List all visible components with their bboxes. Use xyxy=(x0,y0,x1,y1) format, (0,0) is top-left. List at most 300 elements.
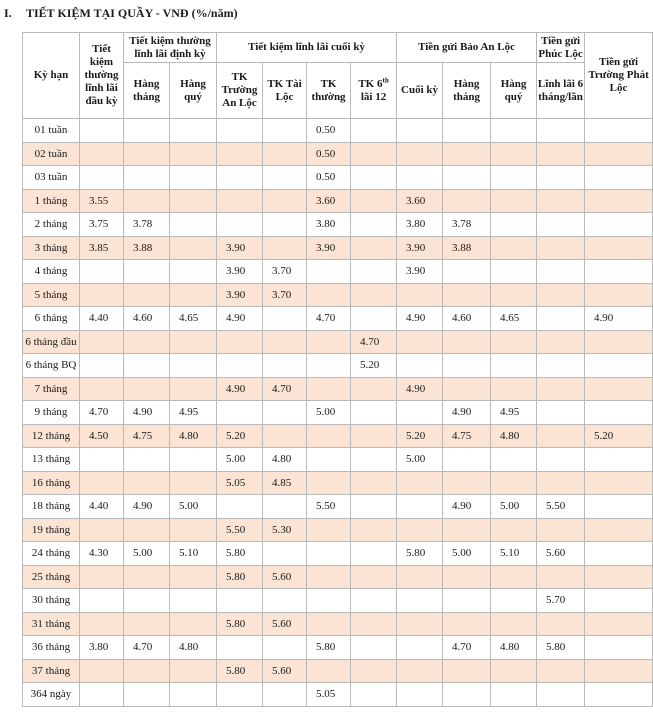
rate-cell: 4.75 xyxy=(124,424,170,448)
rate-cell xyxy=(170,330,217,354)
rate-cell xyxy=(351,659,397,683)
rate-cell xyxy=(397,354,443,378)
rate-cell xyxy=(80,683,124,707)
rate-cell xyxy=(263,589,307,613)
term-cell: 12 tháng xyxy=(23,424,80,448)
rate-cell xyxy=(397,518,443,542)
section-title: TIẾT KIỆM TẠI QUẦY - VNĐ (%/năm) xyxy=(26,6,238,20)
term-cell: 6 tháng xyxy=(23,307,80,331)
rate-cell xyxy=(585,448,653,472)
rate-cell xyxy=(124,354,170,378)
rate-cell xyxy=(491,283,537,307)
rate-cell xyxy=(351,612,397,636)
rate-cell xyxy=(397,142,443,166)
rate-cell xyxy=(80,589,124,613)
rate-cell xyxy=(585,518,653,542)
rate-cell xyxy=(537,659,585,683)
rate-cell xyxy=(80,142,124,166)
rate-cell xyxy=(263,189,307,213)
rate-cell xyxy=(170,213,217,237)
rate-cell: 4.70 xyxy=(80,401,124,425)
rate-cell: 4.70 xyxy=(124,636,170,660)
rate-cell xyxy=(124,330,170,354)
rate-cell xyxy=(443,471,491,495)
rate-cell: 5.20 xyxy=(217,424,263,448)
table-row xyxy=(23,542,653,566)
rate-cell xyxy=(217,119,263,143)
rate-cell: 5.00 xyxy=(217,448,263,472)
rate-cell: 4.85 xyxy=(263,471,307,495)
rate-cell xyxy=(443,565,491,589)
rate-cell xyxy=(170,236,217,260)
rate-cell xyxy=(537,189,585,213)
rate-cell: 5.70 xyxy=(537,589,585,613)
rate-cell: 3.60 xyxy=(307,189,351,213)
rate-cell: 5.00 xyxy=(491,495,537,519)
rate-cell: 3.80 xyxy=(397,213,443,237)
rate-cell xyxy=(585,471,653,495)
rate-cell: 5.80 xyxy=(307,636,351,660)
rate-cell: 5.10 xyxy=(491,542,537,566)
rate-cell: 5.30 xyxy=(263,518,307,542)
rate-cell: 5.00 xyxy=(443,542,491,566)
rate-cell: 5.00 xyxy=(397,448,443,472)
rate-cell: 4.95 xyxy=(491,401,537,425)
rate-cell xyxy=(397,636,443,660)
rate-cell xyxy=(217,683,263,707)
rate-cell: 0.50 xyxy=(307,142,351,166)
rate-cell: 5.00 xyxy=(307,401,351,425)
rate-cell: 3.70 xyxy=(263,260,307,284)
rate-cell xyxy=(443,612,491,636)
rate-cell xyxy=(170,683,217,707)
table-row xyxy=(23,166,653,190)
rate-cell xyxy=(443,448,491,472)
table-row xyxy=(23,330,653,354)
rate-cell: 5.20 xyxy=(397,424,443,448)
table-row xyxy=(23,424,653,448)
header-tiet-kiem-linh-lai-dinh-ky: Tiết kiệm thường lĩnh lãi định kỳ xyxy=(124,33,217,63)
rate-cell xyxy=(537,166,585,190)
table-row xyxy=(23,119,653,143)
rate-cell: 3.75 xyxy=(80,213,124,237)
rate-cell: 4.90 xyxy=(443,401,491,425)
rate-cell xyxy=(351,589,397,613)
rate-cell: 5.05 xyxy=(217,471,263,495)
rate-cell xyxy=(217,636,263,660)
rate-cell: 5.60 xyxy=(263,659,307,683)
tk6-rest-text: lãi 12 xyxy=(360,90,387,103)
rate-cell xyxy=(491,448,537,472)
rate-cell: 5.60 xyxy=(263,612,307,636)
rate-cell xyxy=(351,377,397,401)
rate-cell xyxy=(537,283,585,307)
rate-cell: 4.60 xyxy=(443,307,491,331)
rate-cell: 3.78 xyxy=(443,213,491,237)
rate-cell xyxy=(397,330,443,354)
rate-cell xyxy=(491,354,537,378)
rate-cell: 3.90 xyxy=(217,260,263,284)
rate-cell xyxy=(585,636,653,660)
rate-cell xyxy=(124,589,170,613)
rate-cell xyxy=(263,142,307,166)
rate-cell xyxy=(217,213,263,237)
rate-cell xyxy=(351,307,397,331)
header-tien-gui-bao-an-loc: Tiền gửi Bảo An Lộc xyxy=(397,33,537,63)
rate-cell xyxy=(397,612,443,636)
rate-cell xyxy=(397,283,443,307)
rate-cell: 5.80 xyxy=(217,659,263,683)
rate-cell xyxy=(124,518,170,542)
rate-cell xyxy=(80,260,124,284)
table-row xyxy=(23,565,653,589)
rate-cell xyxy=(170,189,217,213)
rate-cell xyxy=(537,612,585,636)
rate-cell xyxy=(537,518,585,542)
rate-cell: 5.80 xyxy=(217,542,263,566)
rate-cell: 4.90 xyxy=(217,307,263,331)
rate-cell: 5.20 xyxy=(585,424,653,448)
term-cell: 30 tháng xyxy=(23,589,80,613)
term-cell: 02 tuần xyxy=(23,142,80,166)
rate-cell xyxy=(443,330,491,354)
rate-cell: 3.55 xyxy=(80,189,124,213)
rate-cell xyxy=(307,612,351,636)
rate-cell xyxy=(351,542,397,566)
subheader-hang-quy-bao-an-loc: Hàng quý xyxy=(491,63,537,119)
rate-cell: 3.78 xyxy=(124,213,170,237)
rate-cell xyxy=(351,213,397,237)
rate-cell xyxy=(443,142,491,166)
table-row xyxy=(23,307,653,331)
rate-cell xyxy=(307,565,351,589)
rate-cell xyxy=(585,542,653,566)
rate-cell xyxy=(263,330,307,354)
rate-cell: 4.70 xyxy=(443,636,491,660)
table-row xyxy=(23,659,653,683)
rate-cell xyxy=(397,471,443,495)
term-cell: 6 tháng đầu xyxy=(23,330,80,354)
rate-cell: 4.90 xyxy=(397,307,443,331)
rate-cell: 4.80 xyxy=(170,424,217,448)
rate-cell xyxy=(263,166,307,190)
rate-cell xyxy=(170,565,217,589)
table-row xyxy=(23,448,653,472)
rate-cell: 5.60 xyxy=(263,565,307,589)
rate-cell xyxy=(307,448,351,472)
rate-cell xyxy=(585,189,653,213)
rate-cell: 5.05 xyxy=(307,683,351,707)
rate-cell xyxy=(491,683,537,707)
rate-cell: 3.70 xyxy=(263,283,307,307)
header-tien-gui-phuc-loc: Tiền gửi Phúc Lộc xyxy=(537,33,585,63)
table-row xyxy=(23,283,653,307)
term-cell: 3 tháng xyxy=(23,236,80,260)
rate-cell xyxy=(263,636,307,660)
rate-cell: 5.80 xyxy=(217,612,263,636)
rate-cell xyxy=(307,424,351,448)
rate-cell xyxy=(124,189,170,213)
term-cell: 5 tháng xyxy=(23,283,80,307)
table-row xyxy=(23,471,653,495)
rate-cell xyxy=(491,565,537,589)
rate-cell xyxy=(170,659,217,683)
term-cell: 25 tháng xyxy=(23,565,80,589)
term-cell: 364 ngày xyxy=(23,683,80,707)
subheader-linh-lai-6-thang: Lĩnh lãi 6 tháng/lần xyxy=(537,63,585,119)
header-ky-han: Kỳ hạn xyxy=(23,33,80,119)
rate-cell xyxy=(170,448,217,472)
rate-cell xyxy=(537,119,585,143)
rate-cell xyxy=(217,495,263,519)
section-number: I. xyxy=(4,6,12,20)
rate-cell xyxy=(351,401,397,425)
rate-cell xyxy=(124,612,170,636)
savings-rate-table xyxy=(22,32,653,707)
rate-cell xyxy=(307,471,351,495)
rate-cell xyxy=(307,659,351,683)
rate-cell xyxy=(491,189,537,213)
rate-cell xyxy=(80,377,124,401)
rate-cell xyxy=(263,307,307,331)
rate-cell xyxy=(263,542,307,566)
rate-cell xyxy=(397,589,443,613)
table-row xyxy=(23,236,653,260)
rate-cell xyxy=(80,166,124,190)
rate-cell xyxy=(491,471,537,495)
rate-cell xyxy=(585,683,653,707)
rate-cell xyxy=(351,189,397,213)
rate-cell: 4.50 xyxy=(80,424,124,448)
rate-cell: 4.75 xyxy=(443,424,491,448)
rate-cell xyxy=(443,354,491,378)
rate-cell: 3.60 xyxy=(397,189,443,213)
rate-cell: 3.88 xyxy=(443,236,491,260)
rate-cell xyxy=(351,236,397,260)
rate-cell xyxy=(491,612,537,636)
rate-cell xyxy=(397,659,443,683)
rate-cell xyxy=(585,401,653,425)
rate-cell xyxy=(307,518,351,542)
rate-cell: 5.00 xyxy=(170,495,217,519)
subheader-hang-thang: Hàng tháng xyxy=(124,63,170,119)
rate-cell xyxy=(351,683,397,707)
rate-cell xyxy=(537,565,585,589)
rate-cell xyxy=(537,683,585,707)
term-cell: 4 tháng xyxy=(23,260,80,284)
rate-cell xyxy=(124,377,170,401)
rate-cell: 5.00 xyxy=(124,542,170,566)
rate-cell xyxy=(80,283,124,307)
rate-cell xyxy=(491,213,537,237)
rate-cell xyxy=(585,354,653,378)
rate-cell xyxy=(217,166,263,190)
rate-cell xyxy=(443,189,491,213)
rate-cell xyxy=(307,354,351,378)
rate-cell xyxy=(217,189,263,213)
rate-cell xyxy=(351,636,397,660)
term-cell: 1 tháng xyxy=(23,189,80,213)
rate-cell xyxy=(443,166,491,190)
term-cell: 01 tuần xyxy=(23,119,80,143)
rate-cell xyxy=(537,354,585,378)
subheader-hang-thang-bao-an-loc: Hàng tháng xyxy=(443,63,491,119)
rate-cell xyxy=(585,495,653,519)
term-cell: 2 tháng xyxy=(23,213,80,237)
rate-cell: 4.70 xyxy=(263,377,307,401)
rate-rows xyxy=(23,119,653,707)
rate-cell xyxy=(351,471,397,495)
rate-cell: 3.90 xyxy=(397,260,443,284)
rate-cell xyxy=(585,659,653,683)
rate-cell xyxy=(491,330,537,354)
rate-cell xyxy=(351,260,397,284)
table-row xyxy=(23,142,653,166)
rate-cell xyxy=(263,354,307,378)
rate-cell xyxy=(351,448,397,472)
rate-cell xyxy=(170,142,217,166)
rate-cell: 4.70 xyxy=(351,330,397,354)
header-tiet-kiem-linh-lai-dau-ky: Tiết kiệm thường lĩnh lãi đầu kỳ xyxy=(80,33,124,119)
rate-cell xyxy=(124,565,170,589)
rate-cell xyxy=(80,330,124,354)
rate-cell xyxy=(585,260,653,284)
table-row xyxy=(23,636,653,660)
rate-cell xyxy=(307,330,351,354)
rate-cell xyxy=(170,589,217,613)
rate-cell: 3.80 xyxy=(80,636,124,660)
subheader-cuoi-ky: Cuối kỳ xyxy=(397,63,443,119)
rate-cell: 4.40 xyxy=(80,307,124,331)
term-cell: 31 tháng xyxy=(23,612,80,636)
rate-cell xyxy=(537,142,585,166)
rate-cell xyxy=(537,330,585,354)
rate-cell xyxy=(124,683,170,707)
table-row xyxy=(23,612,653,636)
rate-cell xyxy=(537,471,585,495)
rate-cell xyxy=(537,448,585,472)
rate-cell: 4.90 xyxy=(397,377,443,401)
rate-cell xyxy=(124,283,170,307)
rate-cell xyxy=(263,683,307,707)
rate-cell xyxy=(491,142,537,166)
rate-cell xyxy=(170,518,217,542)
table-row xyxy=(23,589,653,613)
rate-cell: 4.90 xyxy=(124,401,170,425)
table-row xyxy=(23,495,653,519)
rate-cell xyxy=(585,377,653,401)
rate-cell xyxy=(491,166,537,190)
rate-cell: 4.80 xyxy=(491,424,537,448)
rate-cell xyxy=(537,236,585,260)
rate-cell: 0.50 xyxy=(307,119,351,143)
rate-cell: 5.80 xyxy=(397,542,443,566)
table-row xyxy=(23,377,653,401)
rate-cell xyxy=(585,142,653,166)
rate-cell xyxy=(170,283,217,307)
rate-cell xyxy=(443,518,491,542)
rate-cell: 4.60 xyxy=(124,307,170,331)
term-cell: 9 tháng xyxy=(23,401,80,425)
rate-cell xyxy=(80,612,124,636)
rate-cell xyxy=(217,142,263,166)
term-cell: 7 tháng xyxy=(23,377,80,401)
rate-cell xyxy=(443,377,491,401)
rate-cell xyxy=(397,401,443,425)
rate-cell xyxy=(351,518,397,542)
rate-cell: 4.65 xyxy=(491,307,537,331)
term-cell: 19 tháng xyxy=(23,518,80,542)
rate-cell xyxy=(307,377,351,401)
term-cell: 16 tháng xyxy=(23,471,80,495)
rate-cell: 4.90 xyxy=(585,307,653,331)
rate-cell xyxy=(585,119,653,143)
rate-cell xyxy=(124,448,170,472)
rate-cell xyxy=(585,589,653,613)
rate-cell xyxy=(443,119,491,143)
rate-cell xyxy=(585,565,653,589)
rate-cell: 5.50 xyxy=(217,518,263,542)
term-cell: 03 tuần xyxy=(23,166,80,190)
rate-cell xyxy=(491,589,537,613)
rate-cell xyxy=(80,119,124,143)
rate-cell xyxy=(585,213,653,237)
rate-cell xyxy=(351,495,397,519)
rate-cell: 4.30 xyxy=(80,542,124,566)
rate-cell: 3.90 xyxy=(307,236,351,260)
rate-cell: 5.20 xyxy=(351,354,397,378)
rate-cell xyxy=(491,260,537,284)
rate-cell xyxy=(263,424,307,448)
rate-cell xyxy=(351,283,397,307)
rate-cell xyxy=(397,565,443,589)
rate-cell xyxy=(124,471,170,495)
rate-cell xyxy=(124,119,170,143)
rate-cell: 4.95 xyxy=(170,401,217,425)
section-heading xyxy=(4,6,238,21)
tk6-base-text: TK 6 xyxy=(358,77,383,90)
rate-cell: 5.80 xyxy=(537,636,585,660)
rate-cell xyxy=(170,612,217,636)
rate-cell xyxy=(80,659,124,683)
term-cell: 24 tháng xyxy=(23,542,80,566)
rate-cell xyxy=(170,119,217,143)
rate-cell xyxy=(443,283,491,307)
rate-cell xyxy=(537,213,585,237)
rate-cell xyxy=(585,283,653,307)
rate-cell xyxy=(397,166,443,190)
header-tien-gui-truong-phat-loc: Tiền gửi Trường Phát Lộc xyxy=(585,33,653,119)
term-cell: 13 tháng xyxy=(23,448,80,472)
subheader-tk-tai-loc: TK Tài Lộc xyxy=(263,63,307,119)
rate-cell xyxy=(307,283,351,307)
rate-cell: 3.80 xyxy=(307,213,351,237)
rate-cell: 3.90 xyxy=(397,236,443,260)
rate-cell xyxy=(443,683,491,707)
rate-cell: 4.40 xyxy=(80,495,124,519)
rate-cell: 5.10 xyxy=(170,542,217,566)
rate-cell xyxy=(80,518,124,542)
rate-cell xyxy=(124,659,170,683)
table-row xyxy=(23,213,653,237)
rate-cell xyxy=(263,401,307,425)
term-cell: 36 tháng xyxy=(23,636,80,660)
rate-cell xyxy=(397,683,443,707)
subheader-hang-quy: Hàng quý xyxy=(170,63,217,119)
subheader-tk-6th-lai-12 xyxy=(351,63,397,119)
rate-cell: 4.90 xyxy=(217,377,263,401)
rate-cell: 4.65 xyxy=(170,307,217,331)
